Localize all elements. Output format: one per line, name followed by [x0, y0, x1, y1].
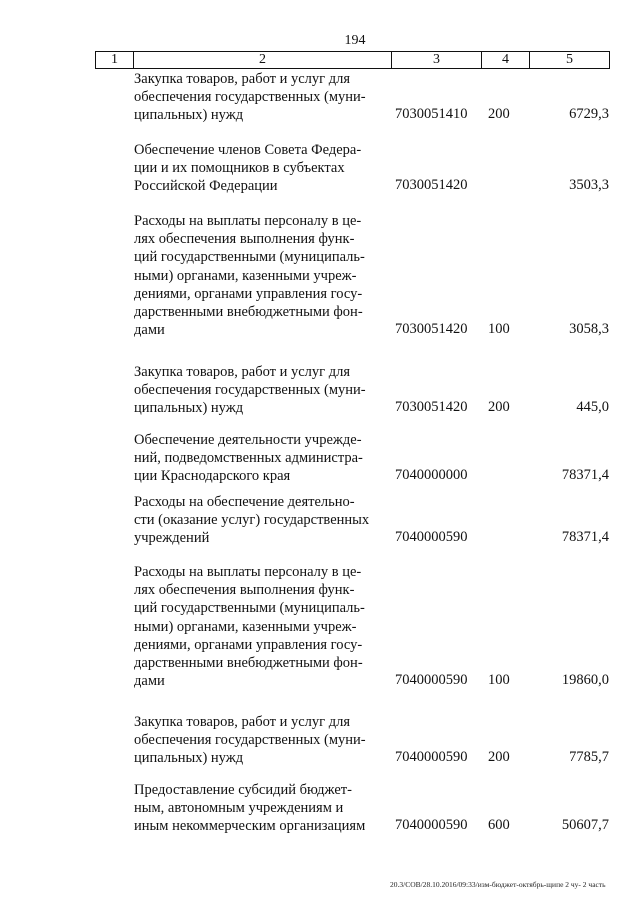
description-line: лях обеспечения выполнения функ- [134, 231, 355, 248]
row-description [134, 713, 386, 768]
description-line: лях обеспечения выполнения функ- [134, 582, 355, 599]
description-line: Расходы на обеспечение деятельно- [134, 494, 355, 510]
row-category: 200 [488, 399, 510, 416]
description-line: ций государственными (муниципаль- [134, 600, 365, 617]
row-code: 7030051420 [395, 321, 468, 338]
description-line: ципальных) нужд [134, 400, 244, 417]
row-amount: 78371,4 [561, 529, 609, 546]
description-line: Расходы на выплаты персоналу в це- [134, 564, 362, 580]
row-description [134, 563, 386, 690]
row-amount: 6729,3 [569, 106, 609, 123]
row-code: 7030051410 [395, 106, 468, 123]
description-line: дами [134, 673, 165, 690]
description-line: Закупка товаров, работ и услуг для [134, 714, 351, 730]
description-line: дарственными внебюджетными фон- [134, 655, 363, 672]
row-code: 7040000590 [395, 749, 468, 766]
description-line: обеспечения государственных (муни- [134, 382, 366, 399]
row-amount: 78371,4 [561, 467, 609, 484]
description-line: Российской Федерации [134, 178, 278, 195]
row-amount: 50607,7 [561, 817, 609, 834]
page-number: 194 [344, 33, 366, 48]
row-amount: 19860,0 [561, 672, 609, 689]
description-line: иным некоммерческим организациям [134, 818, 366, 835]
row-amount: 445,0 [576, 399, 609, 416]
description-line: ными) органами, казенными учреж- [134, 618, 357, 635]
column-header-5: 5 [566, 52, 573, 67]
table-header [95, 51, 610, 69]
row-category: 100 [488, 321, 510, 338]
row-category: 600 [488, 817, 510, 834]
row-code: 7030051420 [395, 399, 468, 416]
column-header-2: 2 [134, 52, 392, 68]
row-description [134, 70, 386, 125]
row-description [134, 141, 386, 196]
column-header-3: 3 [392, 52, 482, 68]
description-line: ции и их помощников в субъектах [134, 160, 345, 177]
description-line: сти (оказание услуг) государственных [134, 512, 370, 529]
description-line: Предоставление субсидий бюджет- [134, 782, 352, 798]
row-description [134, 212, 386, 339]
description-line: дениями, органами управления госу- [134, 285, 363, 302]
row-amount: 3058,3 [569, 321, 609, 338]
description-line: Обеспечение деятельности учрежде- [134, 432, 362, 448]
row-amount: 7785,7 [569, 749, 609, 766]
column-header-4: 4 [482, 52, 530, 68]
row-code: 7040000590 [395, 672, 468, 689]
description-line: дарственными внебюджетными фон- [134, 304, 363, 321]
row-code: 7040000590 [395, 529, 468, 546]
row-code: 7040000000 [395, 467, 468, 484]
row-code: 7040000590 [395, 817, 468, 834]
row-category: 200 [488, 106, 510, 123]
description-line: Обеспечение членов Совета Федера- [134, 142, 362, 158]
description-line: дами [134, 322, 165, 339]
description-line: ципальных) нужд [134, 107, 244, 124]
row-category: 100 [488, 672, 510, 689]
row-description [134, 781, 386, 836]
row-amount: 3503,3 [569, 177, 609, 194]
description-line: обеспечения государственных (муни- [134, 89, 366, 106]
description-line: учреждений [134, 530, 210, 547]
column-header-1: 1 [96, 52, 134, 68]
footer-note: 20.3/СОВ/28.10.2016/09:33/изм-бюджет-октябрь-щипе 2 чу- 2 часть [390, 880, 606, 889]
description-line: обеспечения государственных (муни- [134, 732, 366, 749]
description-line: ний, подведомственных администра- [134, 450, 363, 467]
description-line: ным, автономным учреждениям и [134, 800, 344, 817]
row-description [134, 493, 386, 548]
description-line: ций государственными (муниципаль- [134, 249, 365, 266]
description-line: ными) органами, казенными учреж- [134, 267, 357, 284]
description-line: дениями, органами управления госу- [134, 636, 363, 653]
row-category: 200 [488, 749, 510, 766]
description-line: ции Краснодарского края [134, 468, 291, 485]
row-description [134, 363, 386, 418]
description-line: Закупка товаров, работ и услуг для [134, 364, 351, 380]
row-description [134, 431, 386, 486]
row-code: 7030051420 [395, 177, 468, 194]
description-line: Расходы на выплаты персоналу в це- [134, 213, 362, 229]
description-line: Закупка товаров, работ и услуг для [134, 71, 351, 87]
description-line: ципальных) нужд [134, 750, 244, 767]
